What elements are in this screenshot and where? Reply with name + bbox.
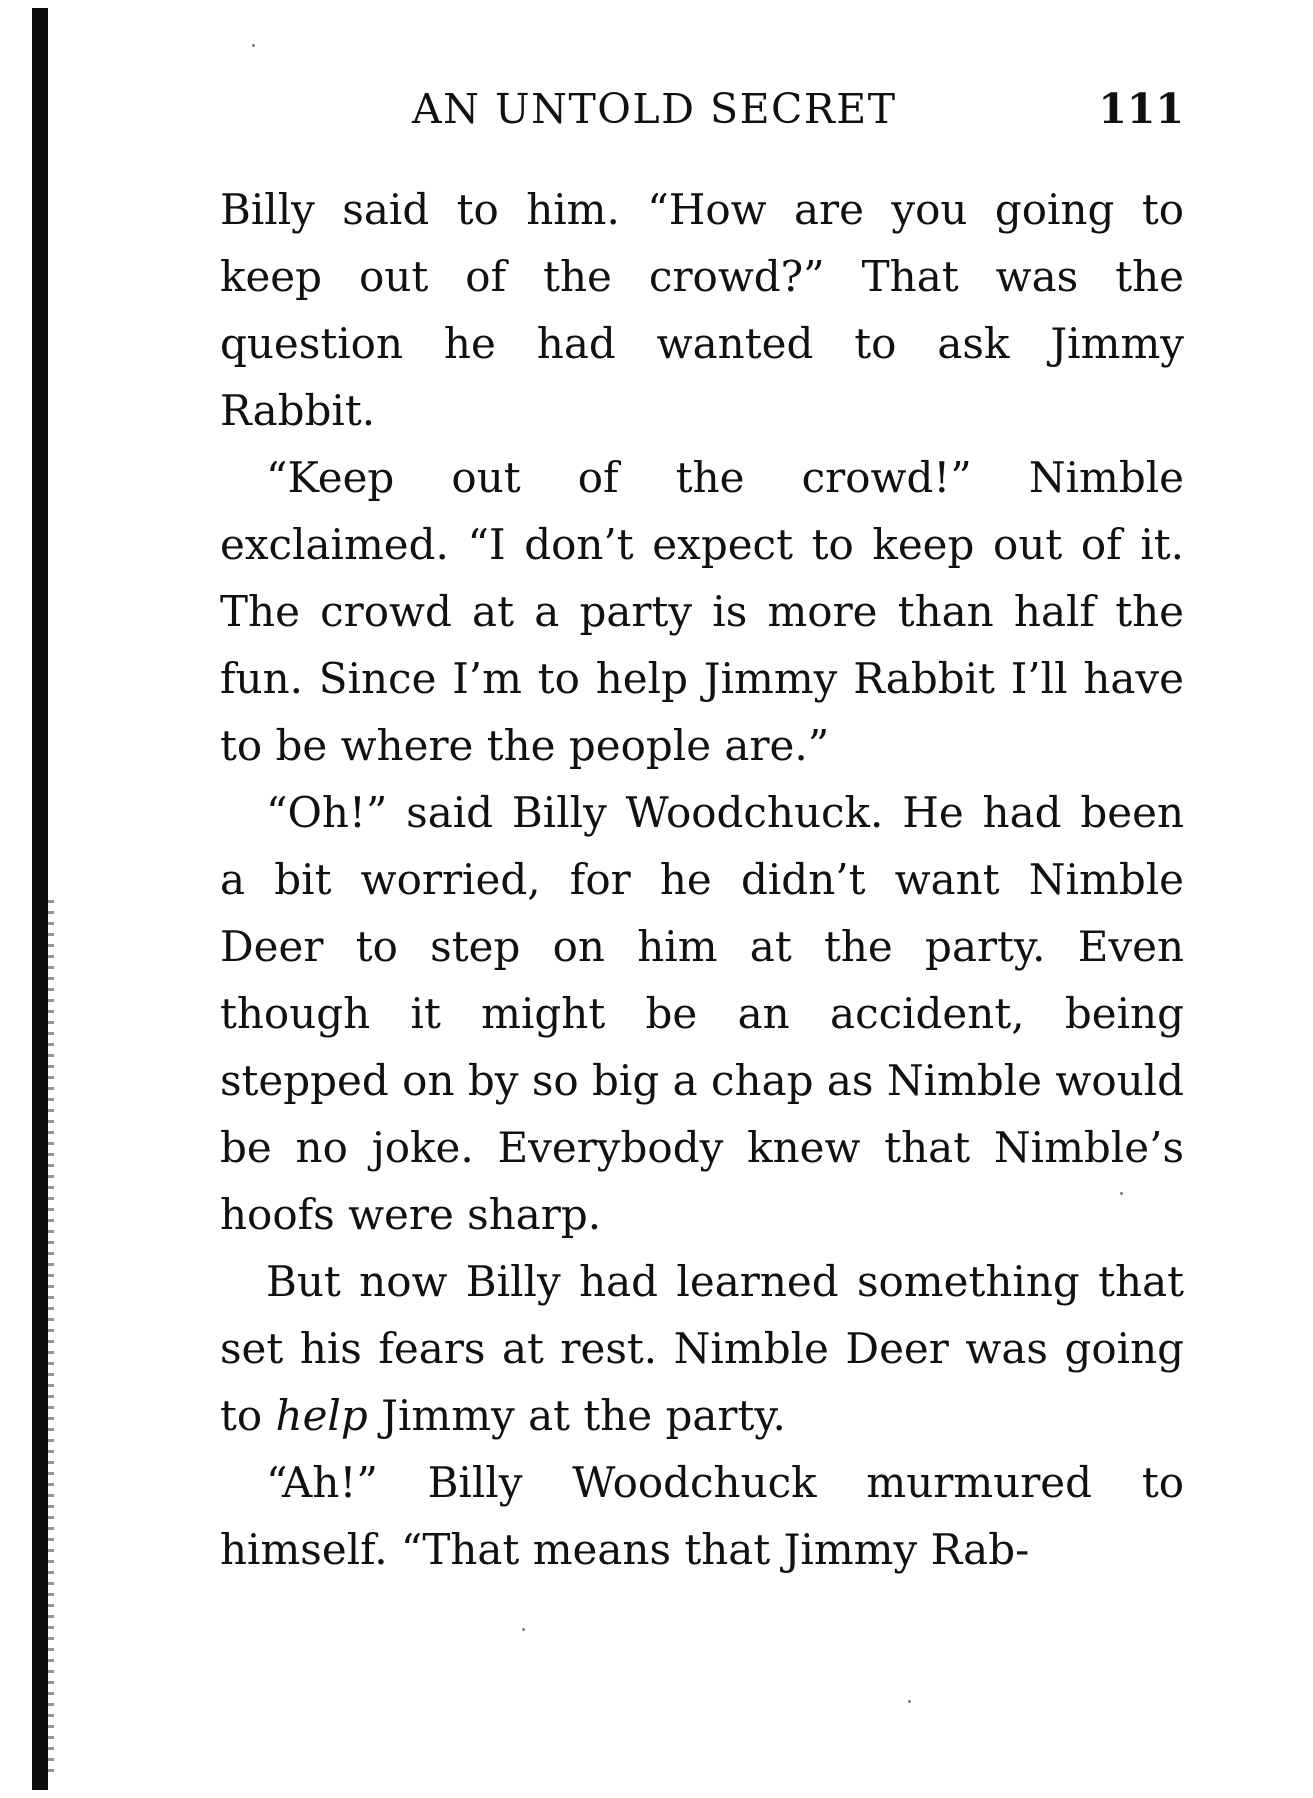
page-number: 111 [1098, 85, 1184, 133]
paragraph-4-text-after: Jimmy at the party. [367, 1391, 786, 1440]
paragraph-3: “Oh!” said Billy Woodchuck. He had been a bit worried, for he didn’t want Nimble Deer to step on him at the party. Even though it might be an accident, being stepped on by so big a chap as Nimble would be no joke. Everybody knew that Nimble’s hoofs were sharp. [220, 788, 1184, 1239]
paper-speck [522, 1628, 525, 1631]
paragraph-4-text-before: But now Billy had learned something that set his fears at rest. Nimble Deer was going to [220, 1257, 1184, 1440]
paragraph-2: “Keep out of the crowd!” Nimble exclaimed. “I don’t expect to keep out of it. The crowd at a party is more than half the fun. Since I’m to help Jimmy Rabbit I’ll have to be where the people are.” [220, 453, 1184, 770]
book-spine-shadow [32, 8, 48, 1790]
paragraph-5: “Ah!” Billy Woodchuck murmured to himself. “That means that Jimmy Rab- [220, 1458, 1184, 1574]
running-head: AN UNTOLD SECRET [412, 85, 897, 133]
spine-edge-texture [48, 900, 54, 1780]
paper-speck [908, 1700, 911, 1703]
paragraph-4 [220, 1248, 1184, 1449]
paper-speck [252, 44, 255, 47]
paper-speck [1120, 1192, 1123, 1195]
page-body [220, 176, 1184, 1583]
paragraph-1: Billy said to him. “How are you going to keep out of the crowd?” That was the question he had wanted to ask Jimmy Rabbit. [220, 185, 1184, 435]
emphasized-word: help [275, 1391, 368, 1440]
page-header [220, 74, 1184, 144]
